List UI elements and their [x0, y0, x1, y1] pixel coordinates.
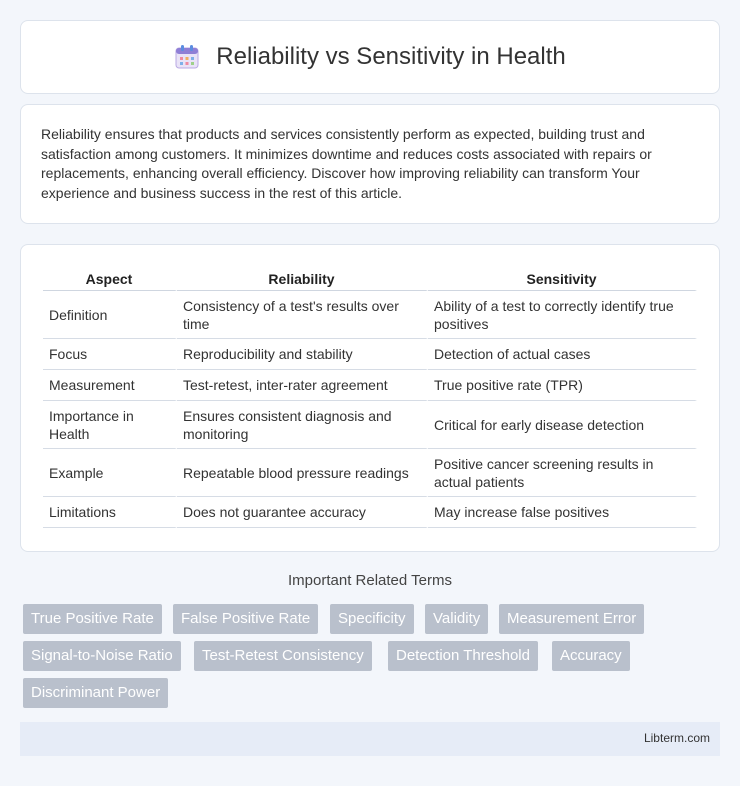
table-cell: Critical for early disease detection — [428, 401, 697, 449]
table-cell: Consistency of a test's results over time — [177, 291, 428, 339]
table-header-row — [43, 265, 697, 291]
tag-test-retest-consistency[interactable]: Test-Retest Consistency — [194, 641, 372, 671]
table-cell: Definition — [43, 291, 177, 339]
table-row — [43, 449, 697, 497]
title-wrap — [174, 43, 565, 71]
table-cell: Test-retest, inter-rater agreement — [177, 370, 428, 401]
tag-true-positive-rate[interactable]: True Positive Rate — [23, 604, 162, 634]
footer — [20, 722, 720, 756]
header-card — [20, 20, 720, 94]
table-row — [43, 370, 697, 401]
table-cell: Positive cancer screening results in actual patients — [428, 449, 697, 497]
tag-false-positive-rate[interactable]: False Positive Rate — [173, 604, 318, 634]
footer-site-link[interactable]: Libterm.com — [643, 731, 710, 745]
tag-specificity[interactable]: Specificity — [330, 604, 414, 634]
table-cell: Measurement — [43, 370, 177, 401]
column-header-reliability: Reliability — [177, 265, 428, 291]
page-title: Reliability vs Sensitivity in Health — [216, 43, 566, 70]
calendar-icon — [174, 44, 200, 70]
intro-card — [20, 104, 720, 224]
tag-discriminant-power[interactable]: Discriminant Power — [23, 678, 168, 708]
tag-validity[interactable]: Validity — [425, 604, 488, 634]
tag-measurement-error[interactable]: Measurement Error — [499, 604, 644, 634]
table-row — [43, 339, 697, 370]
table-row — [43, 291, 697, 339]
column-header-aspect: Aspect — [43, 265, 177, 291]
table-cell: Importance in Health — [43, 401, 177, 449]
table-cell: Reproducibility and stability — [177, 339, 428, 370]
related-terms-title: Important Related Terms — [288, 572, 452, 589]
table-cell: Ability of a test to correctly identify true positives — [428, 291, 697, 339]
table-cell: True positive rate (TPR) — [428, 370, 697, 401]
tag-signal-to-noise-ratio[interactable]: Signal-to-Noise Ratio — [23, 641, 181, 671]
table-cell: Focus — [43, 339, 177, 370]
table-cell: May increase false positives — [428, 497, 697, 528]
comparison-table-card — [20, 244, 720, 552]
table-row — [43, 401, 697, 449]
table-cell: Detection of actual cases — [428, 339, 697, 370]
intro-text: Reliability ensures that products and services consistently perform as expected, building trust and satisfaction among customers. It minimizes downtime and reduces costs associated with repairs or replacements, enhancing overall efficiency. Discover how improving reliability can transform Your experience and business success in the rest of this article. — [41, 126, 652, 201]
tag-detection-threshold[interactable]: Detection Threshold — [388, 641, 538, 671]
tag-accuracy[interactable]: Accuracy — [552, 641, 630, 671]
table-cell: Example — [43, 449, 177, 497]
table-cell: Repeatable blood pressure readings — [177, 449, 428, 497]
table-row — [43, 497, 697, 528]
column-header-sensitivity: Sensitivity — [428, 265, 697, 291]
table-cell: Limitations — [43, 497, 177, 528]
table-cell: Does not guarantee accuracy — [177, 497, 428, 528]
table-cell: Ensures consistent diagnosis and monitoring — [177, 401, 428, 449]
comparison-table — [43, 265, 697, 528]
